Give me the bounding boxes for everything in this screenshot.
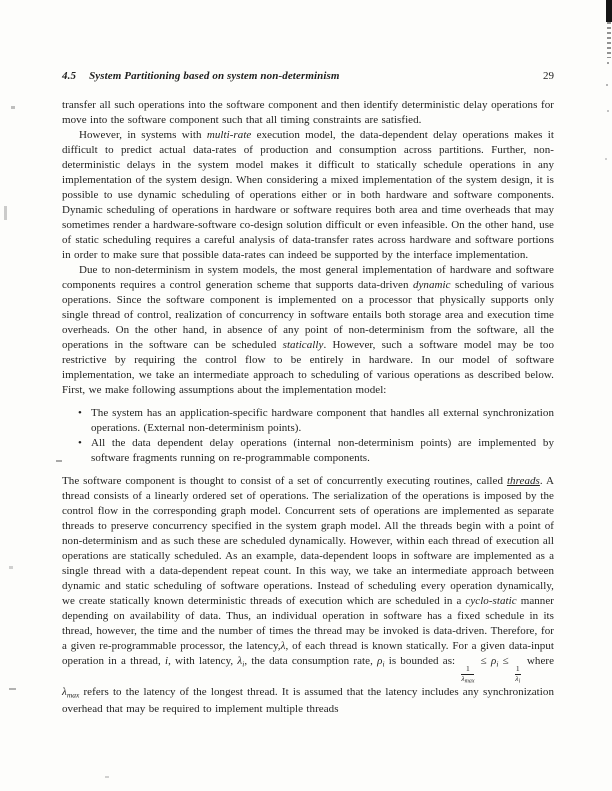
text-run: max — [66, 690, 80, 700]
text-run: i — [382, 659, 385, 669]
text-run: cyclo-static — [465, 595, 517, 607]
bullet-list — [62, 406, 554, 466]
section-heading — [62, 70, 340, 82]
text-run: , of each thread is known statically. For a given data-input operation in a thread, — [62, 640, 554, 667]
text-run: refers to the latency of the longest thread. It is assumed that the latency includes any synchronization overhead that may be required to implement multiple threads — [62, 685, 554, 716]
inline-fraction: $\frac{1}{\lambda_{max}}$ — [461, 664, 475, 685]
text-run: ρ — [490, 655, 497, 667]
text-run: However, in systems with — [79, 129, 207, 141]
page-content — [62, 70, 554, 717]
paragraph — [62, 263, 554, 398]
paragraph — [62, 128, 554, 263]
scan-artifact-smudge — [9, 566, 13, 569]
section-title: System Partitioning based on system non-determinism — [89, 70, 340, 82]
text-run: The software component is thought to consist of a set of concurrently executing routines, called — [62, 475, 507, 487]
text-run: ≤ — [498, 655, 513, 667]
text-run: threads — [506, 475, 540, 487]
text-run: All the data dependent delay operations (internal non-determinism points) are implemented by software fragments running on re-programmable components. — [91, 437, 554, 464]
text-run: statically — [282, 339, 324, 351]
text-run: transfer all such operations into the software component and then identify deterministic delay operations for move into the software component such that all timing constraints are satisfied. — [62, 99, 554, 126]
text-run: λ — [280, 640, 286, 652]
text-run: i — [496, 659, 499, 669]
scan-artifact-streak — [607, 22, 611, 58]
page-body — [62, 98, 554, 717]
scan-artifact-dots — [607, 62, 609, 64]
text-run: , the data consumption rate, — [244, 655, 378, 667]
text-run: λ — [62, 685, 67, 698]
text-run: scheduling of various operations. Since the software component is implemented on a processor that physically supports only single thread of control, realization of concurrency in software entails both storage area and execution time overheads. On the other hand, in absence of any point of non-determinism from the software, all the operations in the software can be scheduled — [62, 279, 554, 351]
paragraph — [62, 98, 554, 128]
text-run: is bounded as: — [384, 655, 460, 667]
running-header — [62, 70, 554, 82]
text-run: ρ — [377, 655, 383, 667]
text-run: manner depending on availability of data. Thus, an individual operation in software has a fixed schedule in its thread, however, the time and the number of times the thread may be invoked is data-driven. Therefore, for a given re-programmable processor, the latency, — [62, 595, 554, 652]
text-run: . However, such a software model may be too restrictive by requiring the control flow to be entirely in hardware. In our model of software implementation, we take an intermediate approach to scheduling of various operations as described below. First, we make following assumptions about the implementation model: — [62, 339, 554, 396]
text-run: i — [242, 659, 245, 669]
inline-fraction: $\frac{1}{\lambda_i}$ — [515, 664, 521, 685]
text-run: i — [164, 655, 169, 667]
scan-artifact-smudge — [105, 776, 109, 778]
text-run: . A thread consists of a linearly ordered set of operations. The serialization of the operations is imposed by the control flow in the corresponding graph model. Concurrent sets of operations are implemented as separate threads to preserve concurrency specified in the system graph model. All the threads begin with a point of non-determinism and as such these are scheduled dynamically. However, within each thread of execution all operations are statically scheduled. As an example, data-dependent loops in software are implemented as a single thread with a data-dependent repeat count. In this way, we take an intermediate approach between dynamic and static scheduling of software operations. Instead of scheduling every operation dynamically, we create statically known deterministic threads of execution which are scheduled in a — [62, 475, 554, 607]
text-run: λ — [237, 655, 243, 667]
text-run: The system has an application-specific hardware component that handles all external synchronization operations. (External non-determinism points). — [91, 407, 554, 434]
page-number: 29 — [543, 70, 554, 82]
text-run: dynamic — [412, 279, 451, 291]
scan-artifact-smudge — [4, 206, 7, 220]
paragraph — [62, 474, 554, 717]
text-run: multi-rate — [206, 129, 252, 141]
text-run: execution model, the data-dependent delay operations makes it difficult to predict actual data-rates of production and consumption across partitions. Further, non-deterministic delays in the system model makes it difficult to statically schedule operations in any implementation of the system design. When considering a mixed implementation of the system design, it is possible to use dynamic scheduling of operations either or in both hardware and software components. Dynamic scheduling of operations in hardware or software requires both area and time overheads that may sometimes render a hardware-software co-design solution difficult or even infeasible. On the other hand, use of static scheduling requires a careful analysis of data-transfer rates across hardware and software portions in order to make sure that possible data-rates can indeed be supported by the interface implementation. — [62, 129, 554, 261]
text-run: Due to non-determinism in system models, the most general implementation of hardware and software components requires a control generation scheme that supports data-driven — [62, 264, 554, 291]
scan-artifact-corner — [606, 0, 612, 22]
bullet-item — [80, 436, 554, 466]
scan-artifact-smudge — [9, 688, 16, 690]
bullet-item — [80, 406, 554, 436]
section-number: 4.5 — [62, 70, 77, 82]
text-run: , with latency, — [168, 655, 238, 667]
text-run: ≤ — [476, 655, 491, 667]
scan-artifact-smudge — [11, 106, 15, 109]
text-run: where — [522, 655, 555, 667]
